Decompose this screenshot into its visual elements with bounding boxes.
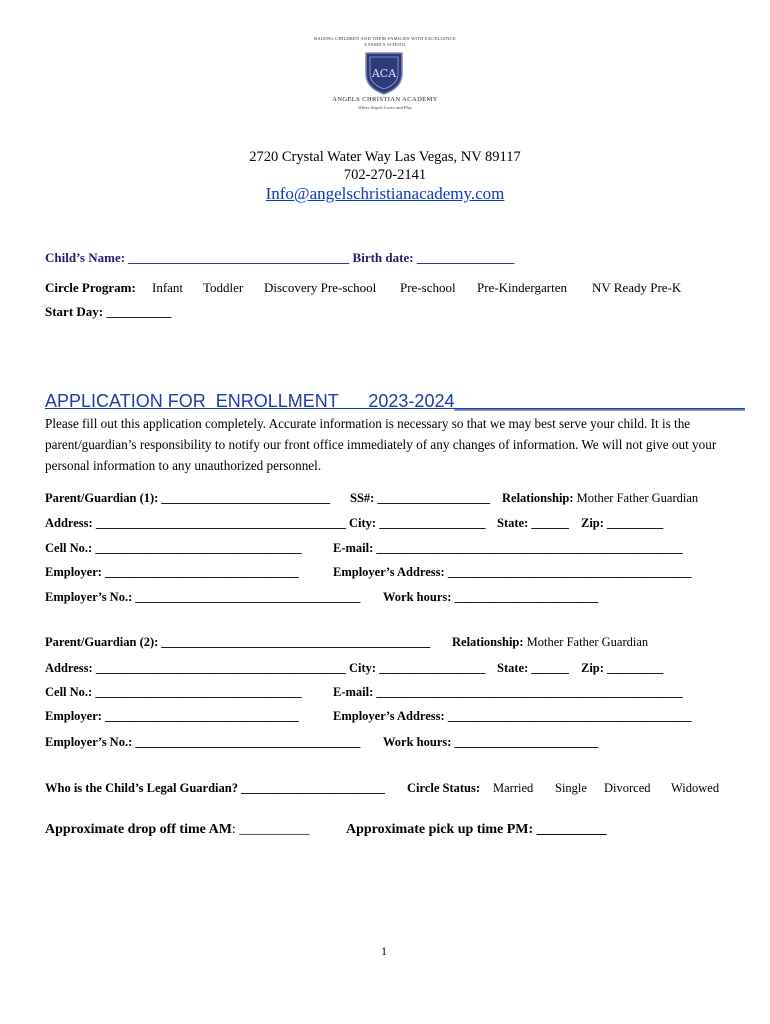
childs-name-field[interactable]: Child’s Name: __________________________________ — [45, 250, 350, 265]
guardian1-relationship-options[interactable]: Mother Father Guardian — [576, 491, 699, 505]
guardian1-relationship-label: Relationship: — [502, 491, 574, 505]
guardian1-employer-field[interactable]: Employer: _______________________________ — [45, 565, 299, 579]
instructions-paragraph: Please fill out this application completely. Accurate information is necessary so that we may best serve your child. It is the parent/guardian’s responsibility to notify our front office immediately of any changes of information. We will not give out your personal information to any unauthorized personnel. — [45, 416, 717, 473]
logo-tagline-top: RAISING CHILDREN AND THEIR FAMILIES WITH EXCELLENCE — [314, 36, 456, 41]
guardian2-employer-no-field[interactable]: Employer’s No.: ____________________________________ — [45, 735, 361, 749]
dropoff-time-field[interactable] — [45, 822, 309, 838]
birth-date-field[interactable]: Birth date: _______________ — [352, 250, 515, 265]
guardian1-city-field[interactable]: City: _________________ — [349, 516, 486, 530]
guardian1-email-field[interactable]: E-mail: _________________________________________________ — [333, 541, 683, 555]
school-logo — [300, 30, 470, 112]
guardian2-relationship-label: Relationship: — [452, 635, 524, 649]
guardian1-cell-field[interactable]: Cell No.: _________________________________ — [45, 541, 302, 555]
guardian1-name-field[interactable]: Parent/Guardian (1): ___________________________ — [45, 491, 331, 505]
guardian1-ss-field[interactable]: SS#: __________________ — [350, 491, 490, 505]
status-option-single[interactable]: Single — [555, 781, 587, 795]
guardian2-address-field[interactable]: Address: ________________________________________ — [45, 661, 346, 675]
program-option-nv-ready-pre-k[interactable]: NV Ready Pre-K — [592, 280, 682, 295]
program-option-preschool[interactable]: Pre-school — [400, 280, 456, 295]
circle-program-row — [45, 280, 136, 296]
dropoff-time-blank[interactable]: : __________ — [231, 822, 310, 837]
crest-monogram: ACA — [371, 67, 397, 80]
school-email-link[interactable]: Info@angelschristianacademy.com — [265, 184, 505, 203]
status-option-divorced[interactable]: Divorced — [604, 781, 651, 795]
guardian1-address-field[interactable]: Address: ________________________________________ — [45, 516, 346, 530]
guardian1-relationship — [502, 491, 698, 506]
circle-program-label: Circle Program: — [45, 280, 136, 295]
guardian1-zip-field[interactable]: Zip: _________ — [581, 516, 664, 530]
dropoff-time-label: Approximate drop off time AM — [45, 822, 232, 837]
guardian2-city-field[interactable]: City: _________________ — [349, 661, 486, 675]
program-option-infant[interactable]: Infant — [152, 280, 184, 295]
guardian2-work-hours-field[interactable]: Work hours: _______________________ — [383, 735, 599, 749]
guardian2-relationship — [452, 635, 648, 650]
legal-guardian-field[interactable]: Who is the Child’s Legal Guardian? _______________________ — [45, 781, 385, 795]
logo-tagline-bottom: Where Angels Learn and Play — [358, 105, 412, 110]
guardian2-name-field[interactable]: Parent/Guardian (2): ___________________________________________ — [45, 635, 431, 649]
application-title: APPLICATION FOR ENROLLMENT 2023-2024_____________________________ — [45, 391, 745, 411]
guardian2-zip-field[interactable]: Zip: _________ — [581, 661, 664, 675]
school-address: 2720 Crystal Water Way Las Vegas, NV 89117 — [249, 149, 521, 165]
guardian2-email-field[interactable]: E-mail: _________________________________________________ — [333, 685, 683, 699]
guardian2-cell-field[interactable]: Cell No.: _________________________________ — [45, 685, 302, 699]
guardian1-state-field[interactable]: State: ______ — [497, 516, 569, 530]
page-number: 1 — [381, 944, 387, 958]
school-phone: 702-270-2141 — [343, 167, 427, 183]
guardian2-relationship-options[interactable]: Mother Father Guardian — [526, 635, 649, 649]
program-option-toddler[interactable]: Toddler — [203, 280, 244, 295]
logo-school-name: ANGELS CHRISTIAN ACADEMY — [332, 96, 438, 103]
start-day-field[interactable]: Start Day: __________ — [45, 304, 172, 319]
guardian1-work-hours-field[interactable]: Work hours: _______________________ — [383, 590, 599, 604]
program-option-discovery-preschool[interactable]: Discovery Pre-school — [264, 280, 377, 295]
status-option-married[interactable]: Married — [493, 781, 534, 795]
guardian1-employer-address-field[interactable]: Employer’s Address: _______________________________________ — [333, 565, 692, 579]
status-option-widowed[interactable]: Widowed — [671, 781, 720, 795]
program-option-pre-kindergarten[interactable]: Pre-Kindergarten — [477, 280, 568, 295]
circle-status-label: Circle Status: — [407, 781, 481, 795]
logo-tagline-sub: A FAMILY SCHOOL — [363, 42, 407, 47]
guardian2-employer-field[interactable]: Employer: _______________________________ — [45, 709, 299, 723]
guardian1-employer-no-field[interactable]: Employer’s No.: ____________________________________ — [45, 590, 361, 604]
guardian2-state-field[interactable]: State: ______ — [497, 661, 569, 675]
crest-icon — [362, 50, 406, 96]
pickup-time-field[interactable]: Approximate pick up time PM: __________ — [346, 822, 607, 837]
guardian2-employer-address-field[interactable]: Employer’s Address: _______________________________________ — [333, 709, 692, 723]
